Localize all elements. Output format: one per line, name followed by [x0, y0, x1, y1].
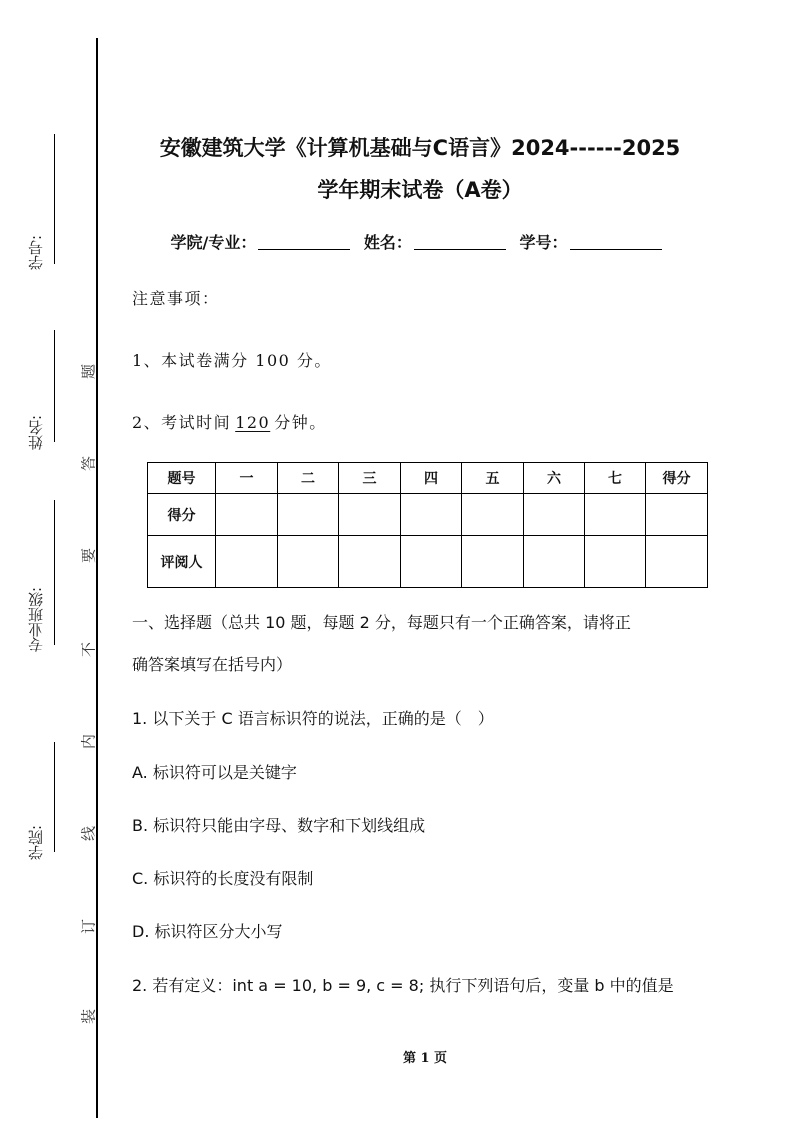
- margin-warning-char: 题: [79, 364, 98, 380]
- margin-warning-char: 不: [79, 642, 98, 658]
- score-cell[interactable]: [524, 494, 585, 536]
- reviewer-cell[interactable]: [462, 536, 524, 588]
- margin-warning-char: 装: [79, 1009, 98, 1025]
- question-1-option-a: A. 标识符可以是关键字: [132, 763, 297, 782]
- student-id-label: 学号:: [27, 234, 45, 270]
- section-1-instructions-line1: 一、选择题（总共 10 题，每题 2 分，每题只有一个正确答案，请将正: [132, 613, 631, 632]
- name-label: 姓名:: [27, 414, 45, 450]
- college-major-label: 学院/专业：: [170, 233, 257, 252]
- row-label: 得分: [148, 494, 216, 536]
- student-id-label: 学号：: [519, 233, 568, 252]
- binding-line: [96, 38, 98, 1118]
- score-cell[interactable]: [585, 494, 646, 536]
- score-table-header-row: [148, 463, 708, 494]
- exam-title-line1: 安徽建筑大学《计算机基础与C语言》2024------2025: [159, 136, 681, 160]
- margin-warning-char: 答: [79, 456, 98, 472]
- question-1-option-d: D. 标识符区分大小写: [132, 922, 283, 941]
- reviewer-row: [148, 536, 708, 588]
- header-cell: 二: [278, 463, 339, 494]
- header-cell: 题号: [148, 463, 216, 494]
- reviewer-cell[interactable]: [278, 536, 339, 588]
- margin-warning-char: 要: [79, 548, 98, 564]
- margin-warning-char: 订: [79, 919, 98, 935]
- notice-item-2-suffix: 分钟。: [274, 413, 327, 432]
- score-cell[interactable]: [216, 494, 278, 536]
- header-cell: 一: [216, 463, 278, 494]
- question-2-stem: 2. 若有定义：int a = 10, b = 9, c = 8; 执行下列语句后，变量 b 中的值是: [132, 976, 674, 995]
- score-cell[interactable]: [462, 494, 524, 536]
- class-blank-line: [54, 500, 55, 645]
- reviewer-cell[interactable]: [585, 536, 646, 588]
- exam-duration-value: 120: [235, 413, 271, 432]
- notice-heading: 注意事项：: [132, 289, 220, 308]
- exam-title-line2: 学年期末试卷（A卷）: [317, 178, 523, 202]
- reviewer-cell[interactable]: [524, 536, 585, 588]
- reviewer-cell[interactable]: [339, 536, 401, 588]
- question-1-stem: 1. 以下关于 C 语言标识符的说法，正确的是（ ）: [132, 709, 494, 728]
- score-cell[interactable]: [278, 494, 339, 536]
- name-label: 姓名：: [363, 233, 412, 252]
- header-cell: 六: [524, 463, 585, 494]
- college-blank-line: [54, 742, 55, 852]
- reviewer-cell[interactable]: [646, 536, 708, 588]
- name-blank[interactable]: [414, 249, 506, 250]
- question-1-option-b: B. 标识符只能由字母、数字和下划线组成: [132, 816, 426, 835]
- score-cell[interactable]: [339, 494, 401, 536]
- student-id-blank-line: [54, 134, 55, 264]
- header-cell: 五: [462, 463, 524, 494]
- row-label: 评阅人: [148, 536, 216, 588]
- student-id-blank[interactable]: [570, 249, 662, 250]
- margin-warning-char: 线: [79, 826, 98, 842]
- score-cell[interactable]: [401, 494, 462, 536]
- college-label: 学院:: [27, 824, 45, 860]
- name-blank-line: [54, 330, 55, 442]
- section-1-instructions-line2: 确答案填写在括号内）: [132, 655, 293, 674]
- notice-item-1: 1、本试卷满分 100 分。: [132, 351, 332, 370]
- header-cell: 四: [401, 463, 462, 494]
- reviewer-cell[interactable]: [216, 536, 278, 588]
- header-cell: 得分: [646, 463, 708, 494]
- question-1-option-c: C. 标识符的长度没有限制: [132, 869, 314, 888]
- score-cell[interactable]: [646, 494, 708, 536]
- header-cell: 七: [585, 463, 646, 494]
- notice-item-2: [132, 410, 327, 433]
- score-table: [147, 462, 708, 588]
- class-label: 专业班级:: [27, 586, 45, 652]
- margin-warning-char: 内: [79, 734, 98, 750]
- reviewer-cell[interactable]: [401, 536, 462, 588]
- notice-item-2-prefix: 2、考试时间: [132, 413, 232, 432]
- student-info-row: [110, 230, 730, 253]
- college-major-blank[interactable]: [258, 249, 350, 250]
- score-row: [148, 494, 708, 536]
- header-cell: 三: [339, 463, 401, 494]
- page-number: 第 1 页: [402, 1051, 448, 1066]
